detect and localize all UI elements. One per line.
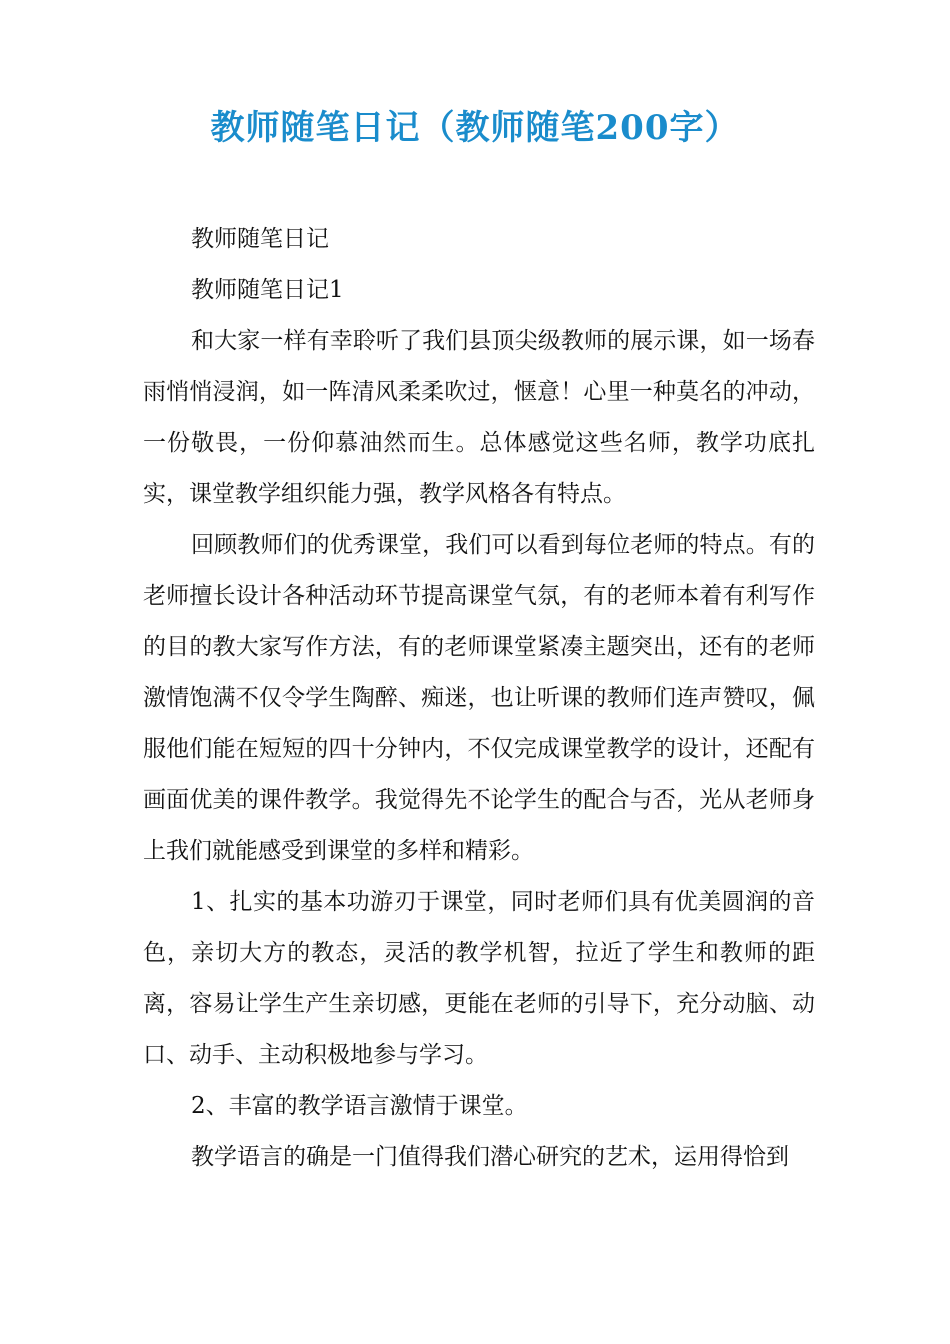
paragraph: 2、丰富的教学语言激情于课堂。 bbox=[191, 1093, 528, 1119]
paragraph: 和大家一样有幸聆听了我们县顶尖级教师的展示课，如一场春雨悄悄浸润，如一阵清风柔柔吹过，惬意！心里一种莫名的冲动，一份敬畏，一份仰慕油然而生。总体感觉这些名师，教学功底扎实，课堂教学组织能力强，教学风格各有特点。 bbox=[143, 328, 815, 507]
paragraph-heading: 教师随笔日记 bbox=[191, 226, 329, 252]
document-body bbox=[143, 214, 815, 1183]
paragraph-subheading: 教师随笔日记1 bbox=[191, 277, 344, 303]
paragraph: 教学语言的确是一门值得我们潜心研究的艺术，运用得恰到 bbox=[191, 1144, 789, 1170]
paragraph: 1、扎实的基本功游刃于课堂，同时老师们具有优美圆润的音色，亲切大方的教态，灵活的教学机智，拉近了学生和教师的距离，容易让学生产生亲切感，更能在老师的引导下，充分动脑、动口、动手、主动积极地参与学习。 bbox=[143, 889, 815, 1068]
document-title: 教师随笔日记（教师随笔200字） bbox=[210, 108, 740, 148]
paragraph: 回顾教师们的优秀课堂，我们可以看到每位老师的特点。有的老师擅长设计各种活动环节提高课堂气氛，有的老师本着有利写作的目的教大家写作方法，有的老师课堂紧凑主题突出，还有的老师激情饱满不仅令学生陶醉、痴迷，也让听课的教师们连声赞叹，佩服他们能在短短的四十分钟内，不仅完成课堂教学的设计，还配有画面优美的课件教学。我觉得先不论学生的配合与否，光从老师身上我们就能感受到课堂的多样和精彩。 bbox=[143, 532, 815, 864]
